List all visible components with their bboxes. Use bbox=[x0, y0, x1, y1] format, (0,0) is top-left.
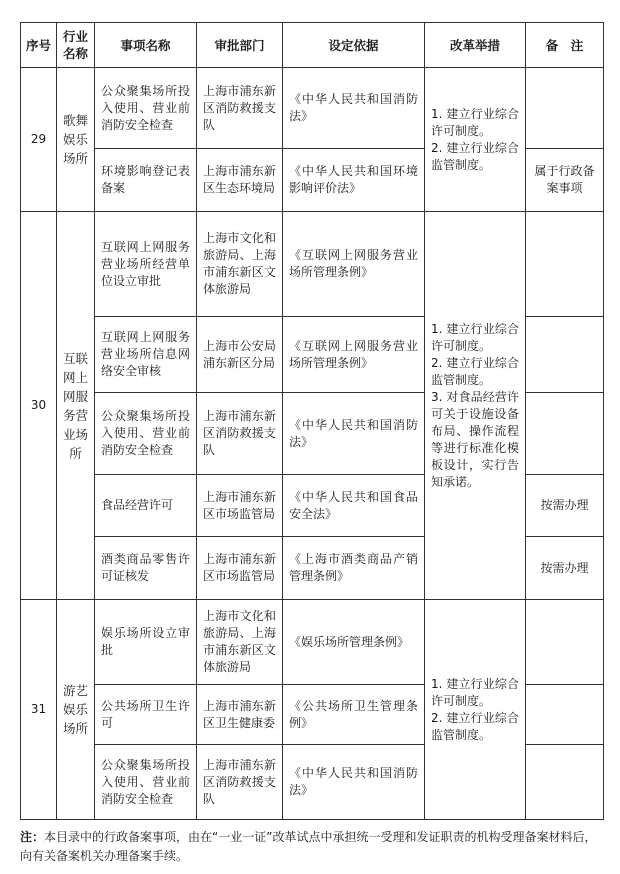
item-cell: 食品经营许可 bbox=[95, 475, 197, 537]
basis-cell: 《公共场所卫生管理条例》 bbox=[283, 685, 425, 745]
approval-items-table bbox=[20, 22, 604, 820]
dept-cell: 上海市浦东新区卫生健康委 bbox=[197, 685, 283, 745]
table-row bbox=[21, 600, 604, 685]
measure-line: 2. 建立行业综合监管制度。 bbox=[431, 140, 519, 172]
measure-line: 1. 建立行业综合许可制度。 bbox=[431, 676, 519, 708]
dept-cell: 上海市浦东新区消防救援支队 bbox=[197, 745, 283, 820]
table-row bbox=[21, 68, 604, 149]
industry-cell: 歌舞娱乐场所 bbox=[57, 68, 95, 212]
dept-cell: 上海市浦东新区消防救援支队 bbox=[197, 393, 283, 475]
seq-cell: 29 bbox=[21, 68, 57, 212]
table-body bbox=[21, 68, 604, 820]
item-cell: 公众聚集场所投入使用、营业前消防安全检查 bbox=[95, 68, 197, 149]
item-cell: 公众聚集场所投入使用、营业前消防安全检查 bbox=[95, 393, 197, 475]
measure-line: 1. 建立行业综合许可制度。 bbox=[431, 106, 519, 138]
header-measure: 改革举措 bbox=[425, 23, 526, 68]
note-cell bbox=[526, 68, 604, 149]
item-cell: 互联网上网服务营业场所信息网络安全审核 bbox=[95, 317, 197, 393]
dept-cell: 上海市文化和旅游局、上海市浦东新区文体旅游局 bbox=[197, 212, 283, 317]
basis-cell: 《中华人民共和国消防法》 bbox=[283, 393, 425, 475]
footnote bbox=[20, 828, 605, 866]
dept-cell: 上海市浦东新区市场监管局 bbox=[197, 475, 283, 537]
note-cell bbox=[526, 685, 604, 745]
item-cell: 酒类商品零售许可证核发 bbox=[95, 537, 197, 600]
measure-cell bbox=[425, 212, 526, 600]
measure-line: 1. 建立行业综合许可制度。 bbox=[431, 321, 519, 353]
basis-cell: 《互联网上网服务营业场所管理条例》 bbox=[283, 212, 425, 317]
measure-cell bbox=[425, 600, 526, 820]
table-row bbox=[21, 212, 604, 317]
dept-cell: 上海市文化和旅游局、上海市浦东新区文体旅游局 bbox=[197, 600, 283, 685]
header-item: 事项名称 bbox=[95, 23, 197, 68]
dept-cell: 上海市浦东新区市场监管局 bbox=[197, 537, 283, 600]
header-seq: 序号 bbox=[21, 23, 57, 68]
note-cell bbox=[526, 393, 604, 475]
footnote-text: 本目录中的行政备案事项，由在“一业一证”改革试点中承担统一受理和发证职责的机构受理备案材料后，向有关备案机关办理备案手续。 bbox=[20, 830, 597, 863]
note-cell bbox=[526, 317, 604, 393]
measure-cell bbox=[425, 68, 526, 212]
item-cell: 娱乐场所设立审批 bbox=[95, 600, 197, 685]
basis-cell: 《上海市酒类商品产销管理条例》 bbox=[283, 537, 425, 600]
footnote-label: 注： bbox=[20, 830, 45, 844]
table-header-row bbox=[21, 23, 604, 68]
item-cell: 互联网上网服务营业场所经营单位设立审批 bbox=[95, 212, 197, 317]
note-cell: 按需办理 bbox=[526, 537, 604, 600]
note-cell: 按需办理 bbox=[526, 475, 604, 537]
note-cell bbox=[526, 600, 604, 685]
dept-cell: 上海市浦东新区消防救援支队 bbox=[197, 68, 283, 149]
item-cell: 公共场所卫生许可 bbox=[95, 685, 197, 745]
header-basis: 设定依据 bbox=[283, 23, 425, 68]
note-cell: 属于行政备案事项 bbox=[526, 149, 604, 212]
basis-cell: 《中华人民共和国环境影响评价法》 bbox=[283, 149, 425, 212]
basis-cell: 《中华人民共和国消防法》 bbox=[283, 745, 425, 820]
measure-line: 2. 建立行业综合监管制度。 bbox=[431, 355, 519, 387]
seq-cell: 31 bbox=[21, 600, 57, 820]
note-cell bbox=[526, 212, 604, 317]
note-cell bbox=[526, 745, 604, 820]
header-industry: 行业名称 bbox=[57, 23, 95, 68]
dept-cell: 上海市浦东新区生态环境局 bbox=[197, 149, 283, 212]
seq-cell: 30 bbox=[21, 212, 57, 600]
header-dept: 审批部门 bbox=[197, 23, 283, 68]
measure-line: 2. 建立行业综合监管制度。 bbox=[431, 710, 519, 742]
basis-cell: 《互联网上网服务营业场所管理条例》 bbox=[283, 317, 425, 393]
measure-line: 3. 对食品经营许可关于设施设备布局、操作流程等进行标准化模板设计，实行告知承诺。 bbox=[431, 389, 519, 489]
basis-cell: 《中华人民共和国食品安全法》 bbox=[283, 475, 425, 537]
header-note: 备 注 bbox=[526, 23, 604, 68]
item-cell: 环境影响登记表备案 bbox=[95, 149, 197, 212]
dept-cell: 上海市公安局浦东新区分局 bbox=[197, 317, 283, 393]
basis-cell: 《中华人民共和国消防法》 bbox=[283, 68, 425, 149]
industry-cell: 互联网上网服务营业场所 bbox=[57, 212, 95, 600]
item-cell: 公众聚集场所投入使用、营业前消防安全检查 bbox=[95, 745, 197, 820]
basis-cell: 《娱乐场所管理条例》 bbox=[283, 600, 425, 685]
industry-cell: 游艺娱乐场所 bbox=[57, 600, 95, 820]
